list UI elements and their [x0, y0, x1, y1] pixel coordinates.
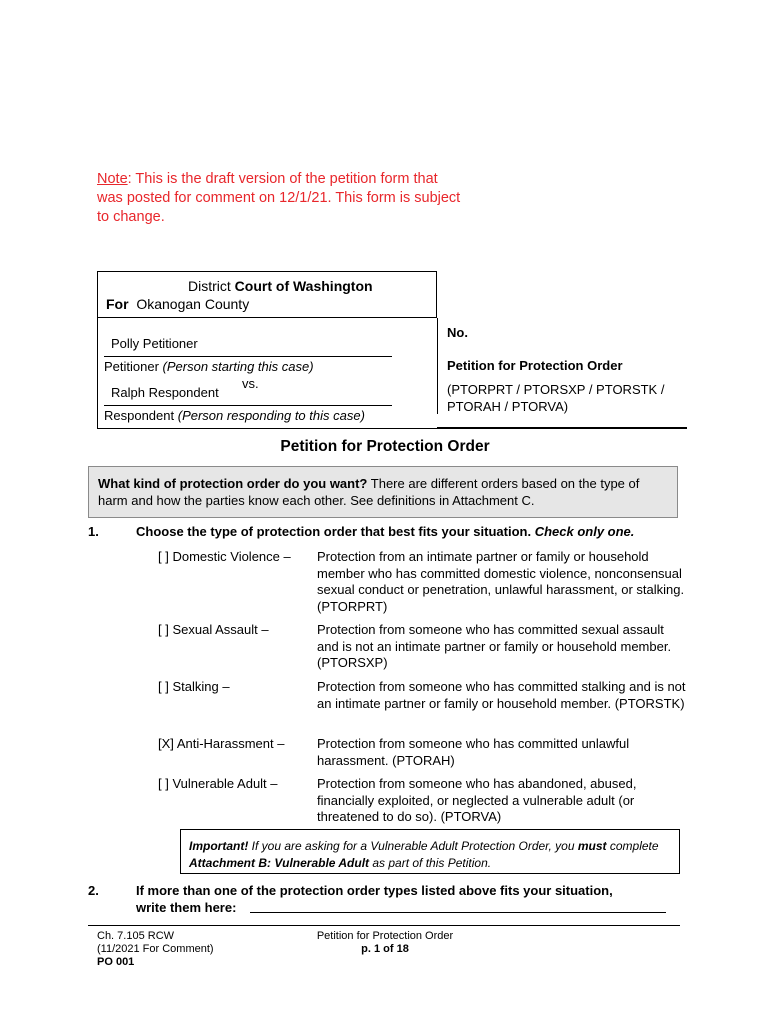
important-must: must	[577, 839, 607, 853]
option-label: Vulnerable Adult –	[172, 776, 278, 791]
option-description: Protection from someone who has committed sexual assault and is not an intimate partner or family or household member. (PTORSXP)	[317, 622, 672, 670]
footer-statute: Ch. 7.105 RCW	[97, 930, 175, 942]
question-text: There are different orders based on the type of harm and how the parties know each other. See definitions in Attachment C.	[98, 476, 640, 508]
note-label: Note	[97, 171, 128, 187]
item-2-line-1: If more than one of the protection order types listed above fits your situation,	[136, 883, 613, 898]
petitioner-name[interactable]: Polly Petitioner	[111, 336, 198, 351]
checkbox-stalking[interactable]: [ ]	[158, 679, 169, 694]
order-question-box	[88, 466, 678, 518]
footer-version: (11/2021 For Comment)	[97, 943, 214, 955]
footer-form-title: Petition for Protection Order	[316, 930, 454, 942]
question-bold: What kind of protection order do you want?	[98, 476, 368, 491]
vs-label: vs.	[242, 376, 259, 391]
footer-left	[97, 930, 214, 969]
item-2-answer-field[interactable]	[250, 912, 666, 913]
option-domestic-violence[interactable]	[158, 549, 291, 564]
respondent-name[interactable]: Ralph Respondent	[111, 385, 219, 400]
option-vulnerable-adult[interactable]	[158, 776, 278, 791]
draft-note	[97, 170, 467, 227]
checkbox-sexual-assault[interactable]: [ ]	[158, 622, 169, 637]
checkbox-anti-harassment[interactable]: [X]	[158, 736, 174, 751]
important-text: If you are asking for a Vulnerable Adult Protection Order, you	[248, 839, 578, 853]
checkbox-domestic-violence[interactable]: [ ]	[158, 549, 169, 564]
caption-bottom-rule	[97, 428, 437, 429]
option-label: Domestic Violence –	[172, 549, 291, 564]
footer-center	[300, 930, 470, 956]
court-bold: Court of Washington	[234, 278, 373, 294]
checkbox-vulnerable-adult[interactable]: [ ]	[158, 776, 169, 791]
item-2-line-2: write them here:	[136, 900, 237, 915]
item-1-prompt: Choose the type of protection order that best fits your situation.	[136, 524, 532, 539]
caption-form-codes: (PTORPRT / PTORSXP / PTORSTK / PTORAH / PTORVA)	[447, 382, 665, 414]
item-1-instruction: Check only one.	[534, 524, 635, 539]
case-number-label[interactable]: No.	[447, 325, 468, 340]
option-anti-harassment[interactable]	[158, 736, 284, 751]
option-label: Sexual Assault –	[172, 622, 269, 637]
court-county	[106, 296, 249, 312]
item-1-text	[136, 524, 634, 539]
option-description: Protection from someone who has committed stalking and is not an intimate partner or family or household member. (PTORSTK)	[317, 679, 686, 711]
important-lead: Important!	[189, 839, 249, 853]
important-text: complete	[606, 839, 659, 853]
respondent-label	[104, 408, 365, 423]
footer-form-id: PO 001	[97, 956, 135, 968]
important-note-box	[180, 829, 680, 874]
footer-rule	[88, 925, 680, 926]
court-prefix: District	[188, 278, 231, 294]
important-text: as part of this Petition.	[369, 856, 492, 870]
petitioner-label	[104, 359, 314, 374]
respondent-line	[104, 405, 392, 406]
footer-page-number: p. 1 of 18	[361, 943, 409, 955]
option-stalking[interactable]	[158, 679, 230, 694]
item-1-number: 1.	[88, 524, 99, 539]
county-name: Okanogan County	[136, 296, 250, 312]
item-2-number: 2.	[88, 883, 99, 898]
caption-left-border	[97, 318, 98, 429]
option-description: Protection from someone who has committed unlawful harassment. (PTORAH)	[317, 736, 630, 768]
petitioner-hint: (Person starting this case)	[162, 359, 314, 374]
petitioner-line	[104, 356, 392, 357]
option-description: Protection from someone who has abandoned, abused, financially exploited, or neglected a vulnerable adult (or threatened to do so). (PTORVA)	[317, 776, 637, 824]
respondent-hint: (Person responding to this case)	[177, 408, 365, 423]
option-label: Stalking –	[172, 679, 230, 694]
caption-divider	[437, 318, 438, 414]
for-label: For	[106, 296, 129, 312]
option-label: Anti-Harassment –	[176, 736, 285, 751]
option-description: Protection from an intimate partner or family or household member who has committed domestic violence, nonconsensual sexual conduct or penetration, unlawful harassment, or stalking. (PTORPRT)	[317, 549, 685, 614]
note-text: : This is the draft version of the petition form that was posted for comment on 12/1/21. This form is subject to change.	[97, 171, 461, 225]
respondent-label-text: Respondent	[104, 408, 175, 423]
petitioner-label-text: Petitioner	[104, 359, 159, 374]
option-sexual-assault[interactable]	[158, 622, 269, 637]
important-attachment: Attachment B: Vulnerable Adult	[189, 856, 370, 870]
caption-right-rule	[437, 427, 687, 429]
court-name	[188, 278, 373, 294]
caption-form-title: Petition for Protection Order	[447, 358, 623, 373]
page-title: Petition for Protection Order	[280, 438, 490, 455]
